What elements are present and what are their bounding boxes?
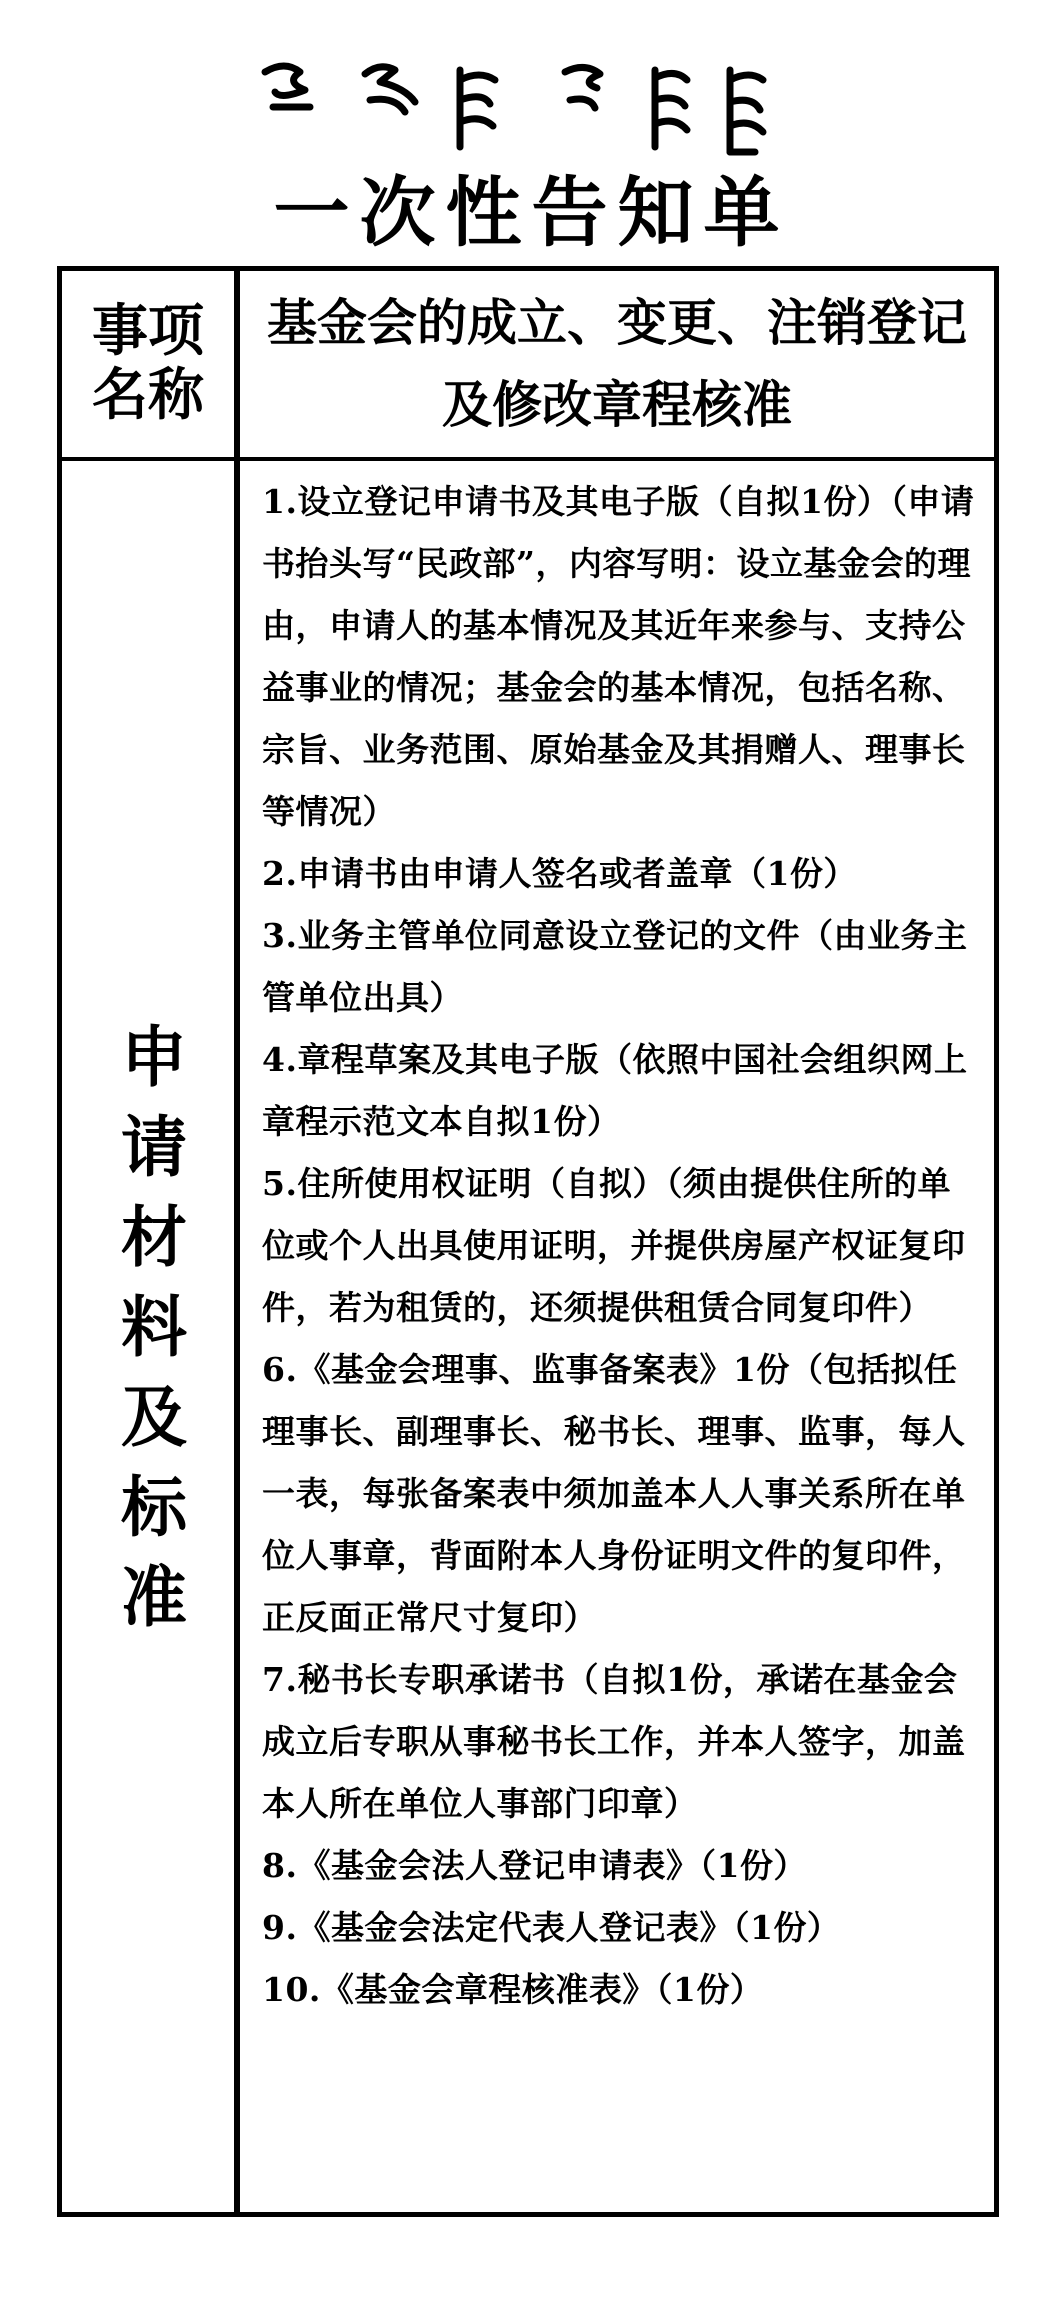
page-title: 一次性告知单	[273, 168, 790, 257]
item-name-label: 事项名称	[92, 299, 204, 428]
mongolian-script-heading	[255, 52, 775, 162]
material-item: 2.申请书由申请人签名或者盖章（1份）	[262, 854, 857, 893]
material-item: 8.《基金会法人登记申请表》（1份）	[262, 1846, 807, 1885]
item-name-value-cell	[240, 271, 994, 457]
item-name-label-cell	[62, 271, 234, 457]
material-item: 10.《基金会章程核准表》（1份）	[262, 1970, 764, 2009]
material-item: 5.住所使用权证明（自拟）（须由提供住所的单位或个人出具使用证明，并提供房屋产权证复印件，若为租赁的，还须提供租赁合同复印件）	[262, 1164, 966, 1327]
material-item: 1.设立登记申请书及其电子版（自拟1份）（申请书抬头写“民政部”，内容写明：设立基金会的理由，申请人的基本情况及其近年来参与、支持公益事业的情况；基金会的基本情况，包括名称、宗旨、业务范围、原始基金及其捐赠人、理事长等情况）	[262, 482, 975, 831]
material-item: 6.《基金会理事、监事备案表》1份（包括拟任理事长、副理事长、秘书长、理事、监事，每人一表，每张备案表中须加盖本人人事关系所在单位人事章，背面附本人身份证明文件的复印件，正反面正常尺寸复印）	[262, 1350, 966, 1637]
column-divider	[234, 271, 240, 2212]
item-name-row	[62, 271, 994, 461]
material-item: 7.秘书长专职承诺书（自拟1份，承诺在基金会成立后专职从事秘书长工作，并本人签字，加盖本人所在单位人事部门印章）	[262, 1660, 966, 1823]
materials-list	[262, 471, 984, 2021]
materials-label: 申请材料及标准	[109, 1021, 187, 1652]
notification-table	[57, 266, 999, 2217]
material-item: 9.《基金会法定代表人登记表》（1份）	[262, 1908, 841, 1947]
material-item: 3.业务主管单位同意设立登记的文件（由业务主管单位出具）	[262, 916, 968, 1017]
material-item: 4.章程草案及其电子版（依照中国社会组织网上章程示范文本自拟1份）	[262, 1040, 968, 1141]
materials-label-cell	[62, 461, 234, 2212]
item-name-value: 基金会的成立、变更、注销登记及修改章程核准	[267, 294, 967, 434]
